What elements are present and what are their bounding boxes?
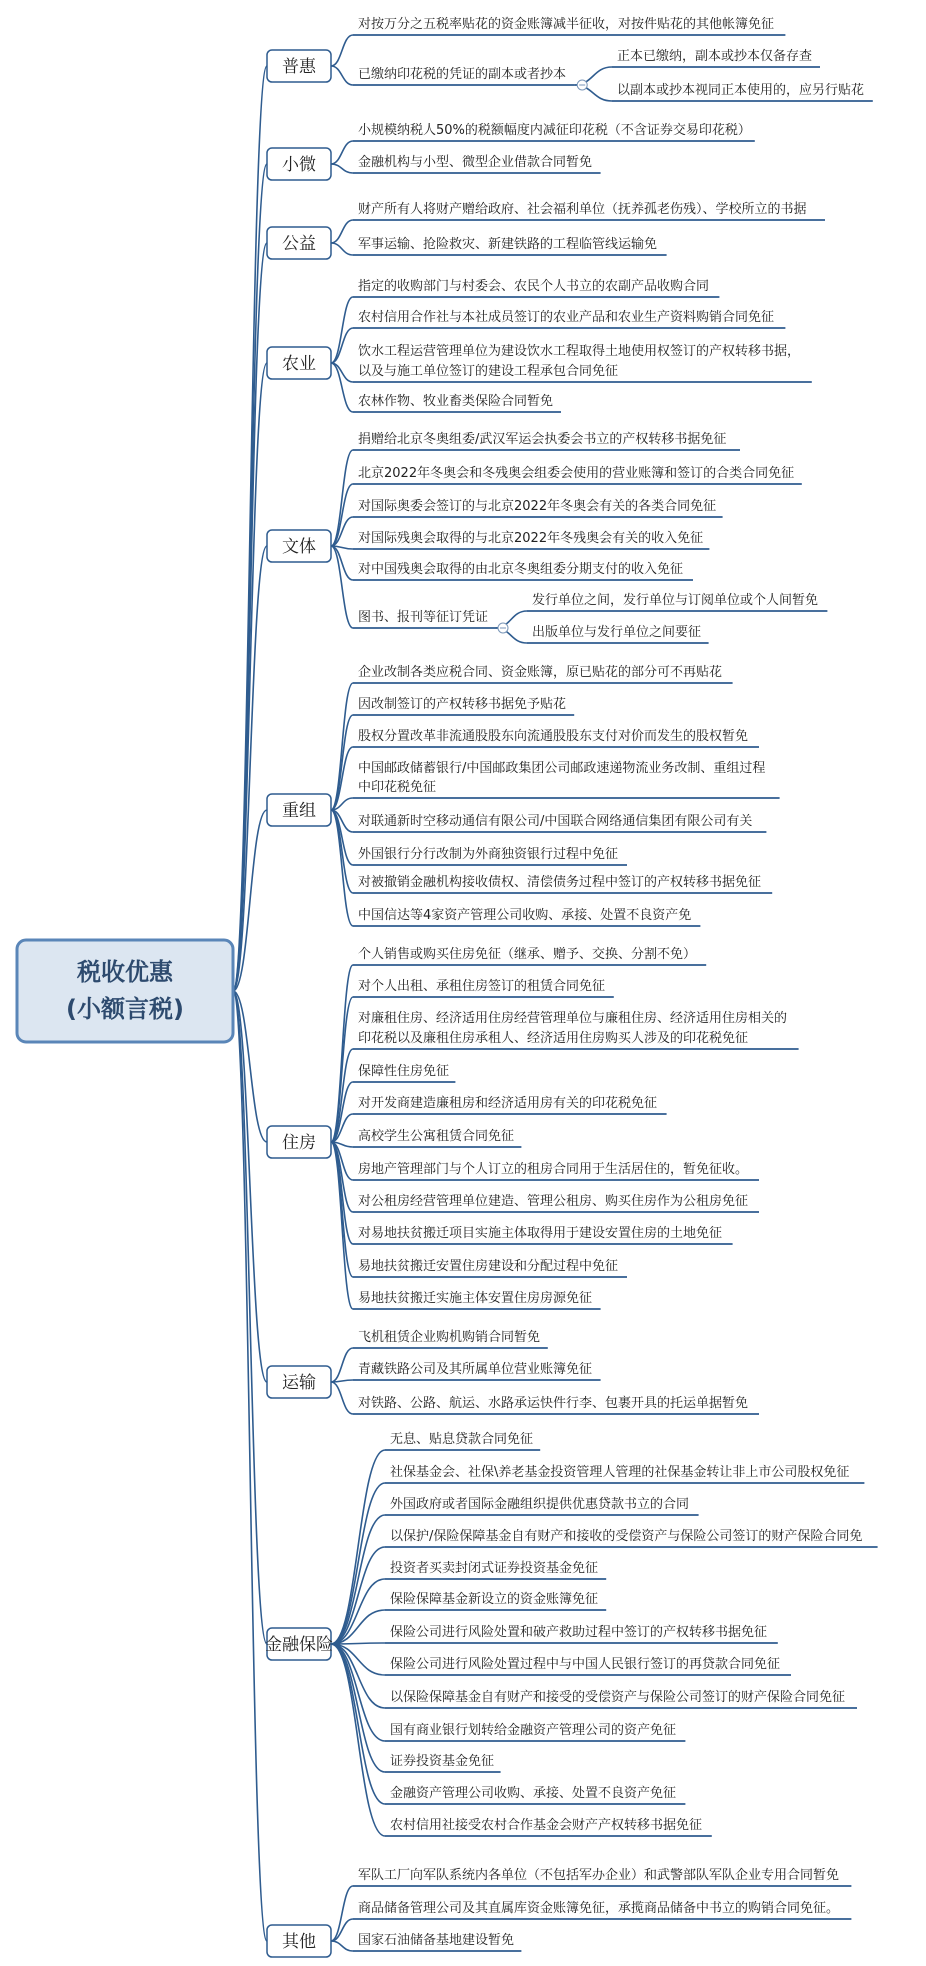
category-node[interactable] <box>267 530 331 562</box>
leaf-item[interactable] <box>353 465 802 484</box>
leaf-text: 高校学生公寓租赁合同免征 <box>358 1129 515 1144</box>
leaf-item[interactable] <box>353 16 785 35</box>
leaf-item[interactable] <box>385 1656 791 1675</box>
leaf-text: 图书、报刊等征订凭证 <box>358 610 489 625</box>
leaf-item[interactable] <box>353 1063 455 1082</box>
leaf-connector <box>331 243 353 255</box>
leaf-text: 小规模纳税人50%的税额幅度内减征印花税（不含证券交易印花税） <box>358 123 751 138</box>
leaf-item[interactable] <box>353 1258 627 1277</box>
leaf-connector <box>331 1919 353 1941</box>
leaf-item[interactable] <box>353 978 614 997</box>
category-label: 小微 <box>282 155 316 175</box>
leaf-connector <box>331 546 353 580</box>
leaf-item[interactable] <box>385 1722 685 1741</box>
root-node[interactable] <box>17 940 233 1042</box>
category-node[interactable] <box>267 50 331 82</box>
branch-9 <box>265 1431 878 1836</box>
category-label: 住房 <box>282 1133 316 1153</box>
leaf-item[interactable] <box>353 561 693 580</box>
category-label: 文体 <box>282 537 316 557</box>
branch-1 <box>267 16 873 101</box>
category-node[interactable] <box>265 1628 333 1660</box>
sub-leaf-item[interactable] <box>612 48 820 67</box>
branch-8 <box>267 1329 759 1414</box>
root-connector <box>233 243 267 991</box>
leaf-item[interactable] <box>353 278 719 297</box>
category-label: 重组 <box>282 801 316 821</box>
leaf-text: 保险保障基金新设立的资金账簿免征 <box>390 1592 599 1607</box>
leaf-item[interactable] <box>353 946 706 965</box>
leaf-item[interactable] <box>353 1290 601 1309</box>
leaf-item[interactable] <box>353 122 755 141</box>
leaf-item[interactable] <box>353 1128 521 1147</box>
leaf-item[interactable] <box>353 1193 759 1212</box>
sub-leaf-item[interactable] <box>527 624 709 643</box>
leaf-text: 农村信用社接受农村合作基金会财产产权转移书据免征 <box>390 1818 703 1833</box>
leaf-item[interactable] <box>353 664 733 683</box>
leaf-text: 无息、贴息贷款合同免征 <box>390 1432 534 1447</box>
leaf-item[interactable] <box>353 696 574 715</box>
leaf-item[interactable] <box>353 236 667 255</box>
leaf-item[interactable] <box>385 1431 540 1450</box>
leaf-text: 对铁路、公路、航运、水路承运快件行李、包裹开具的托运单据暂免 <box>358 1396 749 1411</box>
sub-leaf-item[interactable] <box>527 592 827 611</box>
leaf-text: 捐赠给北京冬奥组委/武汉军运会执委会书立的产权转移书据免征 <box>358 432 727 447</box>
leaf-text: 已缴纳印花税的凭证的副本或者抄本 <box>358 67 567 82</box>
leaf-connector <box>331 997 353 1142</box>
leaf-connector <box>331 1886 353 1941</box>
root-connector <box>233 164 267 991</box>
leaf-item[interactable] <box>353 907 700 926</box>
leaf-item[interactable] <box>385 1496 699 1515</box>
leaf-text: 指定的收购部门与村委会、农民个人书立的农副产品收购合同 <box>358 279 710 294</box>
leaf-text: 对开发商建造廉租房和经济适用房有关的印花税免征 <box>358 1096 658 1111</box>
leaf-text: 国家石油储备基地建设暂免 <box>358 1933 515 1948</box>
leaf-text: 个人销售或购买住房免征（继承、赠予、交换、分割不免） <box>358 947 697 962</box>
leaf-text: 社保基金会、社保\养老基金投资管理人管理的社保基金转让非上市公司股权免征 <box>390 1465 850 1480</box>
leaf-item[interactable] <box>385 1817 712 1836</box>
leaf-item[interactable] <box>353 1225 733 1244</box>
leaf-item[interactable] <box>353 760 780 798</box>
leaf-text: 对被撤销金融机构接收债权、清偿债务过程中签订的产权转移书据免征 <box>358 875 762 890</box>
leaf-text: 以及与施工单位签订的建设工程承包合同免征 <box>358 364 619 379</box>
leaf-item[interactable] <box>353 874 772 893</box>
leaf-text: 外国银行分行改制为外商独资银行过程中免征 <box>358 847 619 862</box>
leaf-item[interactable] <box>385 1464 864 1483</box>
category-label: 金融保险 <box>265 1635 333 1655</box>
leaf-text: 饮水工程运营管理单位为建设饮水工程取得土地使用权签订的产权转移书据， <box>358 344 801 359</box>
collapse-toggle-icon[interactable] <box>577 80 587 90</box>
leaf-item[interactable] <box>353 431 740 450</box>
leaf-item[interactable] <box>353 1161 759 1180</box>
root-title-line2: (小额言税) <box>66 995 184 1023</box>
leaf-item[interactable] <box>353 393 561 412</box>
leaf-item[interactable] <box>385 1591 606 1610</box>
leaf-item[interactable] <box>353 343 812 382</box>
leaf-item[interactable] <box>353 309 785 328</box>
leaf-connector <box>331 1644 385 1708</box>
root-box <box>17 940 233 1042</box>
leaf-text: 以保险保障基金自有财产和接受的受偿资产与保险公司签订的财产保险合同免征 <box>390 1690 846 1705</box>
leaf-text: 对个人出租、承租住房签订的租赁合同免征 <box>358 979 606 994</box>
leaf-connector <box>331 1941 353 1951</box>
leaf-text: 企业改制各类应税合同、资金账簿，原已贴花的部分可不再贴花 <box>358 665 723 680</box>
leaf-connector <box>331 141 353 164</box>
category-node[interactable] <box>267 148 331 180</box>
category-node[interactable] <box>267 1126 331 1158</box>
leaf-text: 投资者买卖封闭式证券投资基金免征 <box>390 1561 599 1576</box>
category-node[interactable] <box>267 1366 331 1398</box>
leaf-connector <box>331 683 353 810</box>
leaf-text: 易地扶贫搬迁安置住房建设和分配过程中免征 <box>358 1259 619 1274</box>
category-label: 其他 <box>282 1932 316 1952</box>
leaf-text: 对中国残奥会取得的由北京冬奥组委分期支付的收入免征 <box>358 562 684 577</box>
leaf-text: 财产所有人将财产赠给政府、社会福利单位（抚养孤老伤残）、学校所立的书据 <box>358 202 807 217</box>
leaf-text: 中印花税免征 <box>358 780 437 795</box>
leaf-text: 农林作物、牧业畜类保险合同暂免 <box>358 394 554 409</box>
leaf-text: 青藏铁路公司及其所属单位营业账簿免征 <box>358 1362 593 1377</box>
leaf-text: 农村信用合作社与本社成员签订的农业产品和农业生产资料购销合同免征 <box>358 310 775 325</box>
leaf-connector <box>331 1142 353 1309</box>
leaf-item[interactable] <box>353 498 723 517</box>
leaf-connector <box>331 1644 385 1804</box>
leaf-text: 金融机构与小型、微型企业借款合同暂免 <box>358 155 593 170</box>
sub-leaf-text: 发行单位之间，发行单位与订阅单位或个人间暂免 <box>532 593 819 608</box>
leaf-item[interactable] <box>385 1785 685 1804</box>
leaf-text: 对易地扶贫搬迁项目实施主体取得用于建设安置住房的土地免征 <box>358 1226 723 1241</box>
leaf-item[interactable] <box>353 1010 799 1049</box>
leaf-connector <box>331 66 353 85</box>
leaf-connector <box>331 1515 385 1644</box>
branch-2 <box>267 122 755 180</box>
leaf-text: 北京2022年冬奥会和冬残奥会组委会使用的营业账簿和签订的合类合同免征 <box>358 466 795 481</box>
branch-3 <box>267 201 825 259</box>
leaf-text: 军队工厂向军队系统内各单位（不包括军办企业）和武警部队军队企业专用合同暂免 <box>358 1868 840 1883</box>
branch-5 <box>267 431 827 643</box>
leaf-item[interactable] <box>353 1329 548 1348</box>
leaf-text: 对国际奥委会签订的与北京2022年冬奥会有关的各类合同免征 <box>358 499 717 514</box>
sub-leaf-item[interactable] <box>612 82 873 101</box>
sub-leaf-text: 以副本或抄本视同正本使用的，应另行贴花 <box>617 83 865 98</box>
leaf-text: 证券投资基金免征 <box>390 1754 495 1769</box>
leaf-connector <box>331 715 353 810</box>
leaf-connector <box>331 1450 385 1644</box>
leaf-text: 军事运输、抢险救灾、新建铁路的工程临管线运输免 <box>358 237 658 252</box>
collapse-toggle-icon[interactable] <box>498 623 508 633</box>
leaf-item[interactable] <box>353 48 873 101</box>
leaf-item[interactable] <box>385 1560 606 1579</box>
leaf-connector <box>331 35 353 66</box>
leaf-item[interactable] <box>353 813 766 832</box>
leaf-item[interactable] <box>385 1528 878 1547</box>
leaf-item[interactable] <box>353 201 825 220</box>
branch-4 <box>267 278 812 412</box>
leaf-text: 易地扶贫搬迁实施主体安置住房房源免征 <box>358 1291 593 1306</box>
category-node[interactable] <box>267 347 331 379</box>
leaf-text: 对按万分之五税率贴花的资金账簿减半征收，对按件贴花的其他帐簿免征 <box>358 17 775 32</box>
leaf-text: 房地产管理部门与个人订立的租房合同用于生活居住的，暂免征收。 <box>358 1162 749 1177</box>
leaf-connector <box>331 546 353 628</box>
leaf-text: 商品储备管理公司及其直属库资金账簿免征，承揽商品储备中书立的购销合同免征。 <box>358 1901 840 1916</box>
leaf-item[interactable] <box>353 1095 667 1114</box>
category-node[interactable] <box>267 227 331 259</box>
leaf-text: 保险公司进行风险处置和破产救助过程中签订的产权转移书据免征 <box>390 1625 768 1640</box>
leaf-item[interactable] <box>353 1395 759 1414</box>
leaf-item[interactable] <box>353 728 759 747</box>
leaf-text: 以保护/保险保障基金自有财产和接收的受偿资产与保险公司签订的财产保险合同免 <box>390 1529 863 1544</box>
leaf-item[interactable] <box>353 154 601 173</box>
leaf-text: 保障性住房免征 <box>358 1064 450 1079</box>
leaf-connector <box>331 1644 385 1772</box>
category-node[interactable] <box>267 1925 331 1957</box>
leaf-connector <box>331 1348 353 1382</box>
leaf-text: 国有商业银行划转给金融资产管理公司的资产免征 <box>390 1723 677 1738</box>
leaf-text: 对联通新时空移动通信有限公司/中国联合网络通信集团有限公司有关 <box>358 814 753 829</box>
sub-leaf-text: 出版单位与发行单位之间要征 <box>532 625 702 640</box>
leaf-text: 保险公司进行风险处置过程中与中国人民银行签订的再贷款合同免征 <box>390 1657 781 1672</box>
leaf-text: 金融资产管理公司收购、承接、处置不良资产免征 <box>390 1786 677 1801</box>
category-label: 普惠 <box>282 57 316 77</box>
leaf-connector <box>331 1483 385 1644</box>
leaf-item[interactable] <box>385 1689 857 1708</box>
leaf-text: 外国政府或者国际金融组织提供优惠贷款书立的合同 <box>390 1497 690 1512</box>
branches <box>265 16 878 1957</box>
root-connector <box>233 991 267 1941</box>
leaf-item[interactable] <box>353 1900 851 1919</box>
leaf-connector <box>331 810 353 926</box>
leaf-text: 股权分置改革非流通股股东向流通股股东支付对价而发生的股权暂免 <box>358 729 749 744</box>
leaf-item[interactable] <box>353 530 709 549</box>
leaf-connector <box>331 164 353 173</box>
branch-10 <box>267 1867 851 1957</box>
leaf-text: 印花税以及廉租住房承租人、经济适用住房购买人涉及的印花税免征 <box>358 1031 749 1046</box>
leaf-item[interactable] <box>353 1867 851 1886</box>
root-connector <box>233 991 267 1644</box>
leaf-text: 对公租房经营管理单位建造、管理公租房、购买住房作为公租房免征 <box>358 1194 749 1209</box>
leaf-item[interactable] <box>353 592 827 643</box>
category-label: 农业 <box>282 354 316 374</box>
root-connector <box>233 66 267 991</box>
leaf-connector <box>331 1644 385 1836</box>
leaf-text: 对廉租住房、经济适用住房经营管理单位与廉租住房、经济适用住房相关的 <box>358 1011 788 1026</box>
leaf-text: 中国信达等4家资产管理公司收购、承接、处置不良资产免 <box>358 908 692 923</box>
sub-leaf-text: 正本已缴纳，副本或抄本仅备存查 <box>617 49 813 64</box>
leaf-item[interactable] <box>353 846 627 865</box>
leaf-text: 中国邮政储蓄银行/中国邮政集团公司邮政速递物流业务改制、重组过程 <box>358 761 766 776</box>
leaf-text: 对国际残奥会取得的与北京2022年冬残奥会有关的收入免征 <box>358 531 704 546</box>
category-label: 公益 <box>282 234 316 254</box>
category-node[interactable] <box>267 794 331 826</box>
leaf-item[interactable] <box>385 1753 501 1772</box>
leaf-item[interactable] <box>353 1932 521 1951</box>
leaf-connector <box>331 1382 353 1414</box>
root-title-line1: 税收优惠 <box>77 958 173 986</box>
leaf-text: 飞机租赁企业购机购销合同暂免 <box>358 1330 541 1345</box>
leaf-item[interactable] <box>385 1624 778 1643</box>
leaf-connector <box>331 363 353 412</box>
leaf-text: 因改制签订的产权转移书据免予贴花 <box>358 697 567 712</box>
category-label: 运输 <box>282 1373 316 1393</box>
leaf-item[interactable] <box>353 1361 601 1380</box>
leaf-connector <box>331 220 353 243</box>
